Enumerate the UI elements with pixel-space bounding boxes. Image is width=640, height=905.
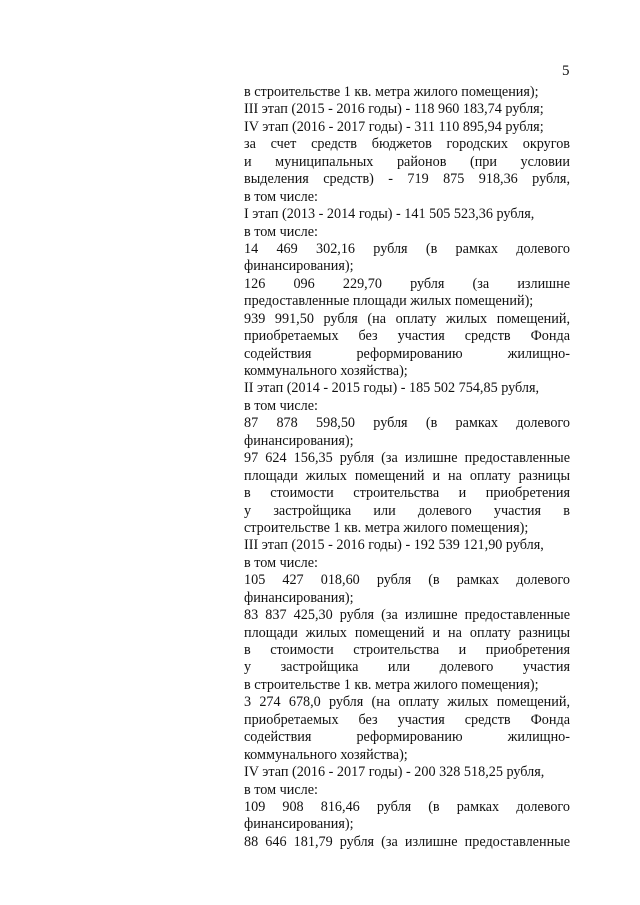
page-number: 5 (562, 63, 570, 79)
text-line: приобретаемых без участия средств Фонда (244, 711, 570, 728)
text-line: в том числе: (244, 781, 318, 798)
text-line: за счет средств бюджетов городских округов (244, 136, 570, 153)
text-line: содействия реформированию жилищно- (244, 729, 570, 746)
text-line: выделения средств) - 719 875 918,36 рубля, (244, 171, 570, 188)
text-line: финансирования); (244, 816, 354, 833)
text-line: площади жилых помещений и на оплату разницы (244, 624, 570, 641)
document-body (244, 84, 570, 851)
text-line: 3 274 678,0 рубля (на оплату жилых помещений, (244, 694, 570, 711)
text-line: в том числе: (244, 223, 318, 240)
text-line: IV этап (2016 - 2017 годы) - 200 328 518,25 рубля, (244, 764, 545, 781)
text-line: приобретаемых без участия средств Фонда (244, 328, 570, 345)
text-line: II этап (2014 - 2015 годы) - 185 502 754,85 рубля, (244, 380, 540, 397)
text-line: 939 991,50 рубля (на оплату жилых помещений, (244, 310, 570, 327)
text-line: коммунального хозяйства); (244, 363, 408, 379)
text-line: в том числе: (244, 554, 318, 571)
text-line: 126 096 229,70 рубля (за излишне (244, 275, 570, 292)
text-line: I этап (2013 - 2014 годы) - 141 505 523,36 рубля, (244, 206, 535, 223)
text-line: в том числе: (244, 397, 318, 414)
text-line: 14 469 302,16 рубля (в рамках долевого (244, 240, 570, 257)
text-line: финансирования); (244, 589, 354, 606)
text-line: 87 878 598,50 рубля (в рамках долевого (244, 415, 570, 432)
text-line: в строительстве 1 кв. метра жилого помещения); (244, 84, 539, 100)
text-line: финансирования); (244, 432, 354, 449)
text-line: в том числе: (244, 188, 318, 205)
text-line: в стоимости строительства и приобретения (244, 642, 570, 658)
text-line: в строительстве 1 кв. метра жилого помещения); (244, 676, 539, 693)
text-line: 105 427 018,60 рубля (в рамках долевого (244, 572, 570, 589)
text-line: финансирования); (244, 258, 354, 275)
text-line: площади жилых помещений и на оплату разницы (244, 467, 570, 484)
text-line: 88 646 181,79 рубля (за излишне предоставленные (244, 833, 570, 850)
text-line: 109 908 816,46 рубля (в рамках долевого (244, 798, 570, 815)
text-line: коммунального хозяйства); (244, 746, 408, 763)
text-line: III этап (2015 - 2016 годы) - 192 539 121,90 рубля, (244, 537, 544, 554)
text-line: у застройщика или долевого участия (244, 659, 570, 676)
text-line: и муниципальных районов (при условии (244, 153, 570, 170)
text-line: IV этап (2016 - 2017 годы) - 311 110 895,94 рубля; (244, 118, 544, 135)
text-line: содействия реформированию жилищно- (244, 345, 570, 362)
text-line: в стоимости строительства и приобретения (244, 485, 570, 502)
text-line: 83 837 425,30 рубля (за излишне предоставленные (244, 607, 570, 624)
text-line: строительстве 1 кв. метра жилого помещения); (244, 519, 529, 536)
text-line: III этап (2015 - 2016 годы) - 118 960 183,74 рубля; (244, 101, 544, 118)
text-line: предоставленные площади жилых помещений); (244, 293, 534, 310)
text-line: 97 624 156,35 рубля (за излишне предоставленные (244, 450, 570, 467)
text-line: у застройщика или долевого участия в (244, 502, 570, 519)
